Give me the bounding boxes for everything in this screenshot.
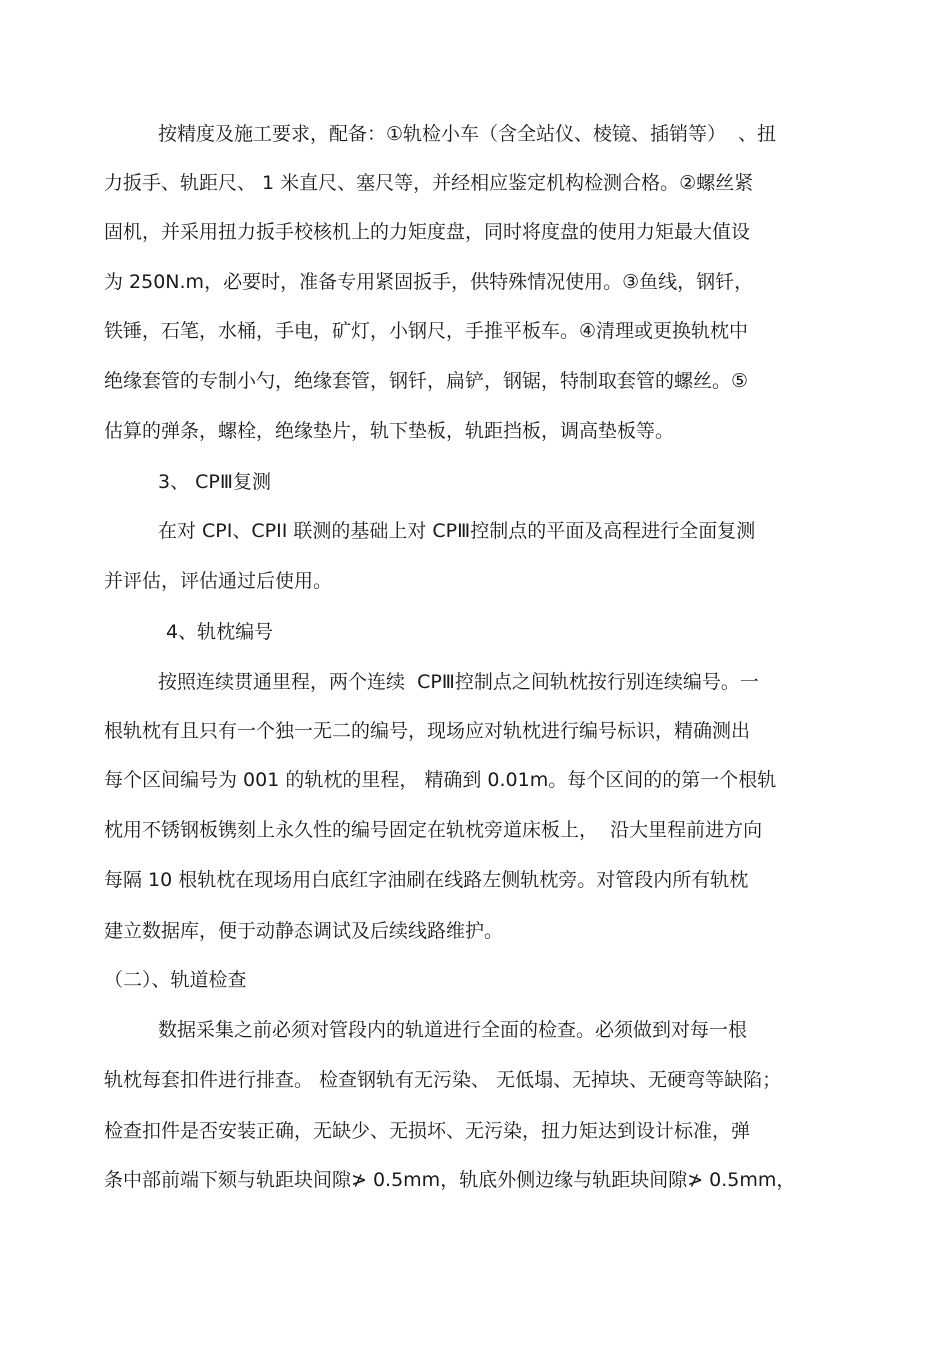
paragraph-line: 为 250N.m，必要时，准备专用紧固扳手，供特殊情况使用。③鱼线，钢钎，	[104, 271, 754, 293]
paragraph-line: 绝缘套管的专制小勺，绝缘套管，钢钎，扁铲，钢锯，特制取套管的螺丝。⑤	[104, 370, 749, 392]
section-heading: （二）、轨道检查	[104, 969, 247, 991]
paragraph-line: 铁锤，石笔，水桶，手电，矿灯，小钢尺，手推平板车。④清理或更换轨枕中	[104, 320, 749, 342]
section-heading: 3、 CPⅢ复测	[158, 471, 271, 493]
paragraph-line: 在对 CPI、CPII 联测的基础上对 CPⅢ控制点的平面及高程进行全面复测	[158, 520, 756, 542]
paragraph-line: 数据采集之前必须对管段内的轨道进行全面的检查。必须做到对每一根	[158, 1019, 748, 1041]
paragraph-line: 条中部前端下颏与轨距块间隙≯ 0.5mm，轨底外侧边缘与轨距块间隙≯ 0.5mm，	[104, 1169, 796, 1191]
paragraph-line: 建立数据库，便于动静态调试及后续线路维护。	[104, 920, 504, 942]
paragraph-line: 枕用不锈钢板镌刻上永久性的编号固定在轨枕旁道床板上， 沿大里程前进方向	[104, 819, 763, 841]
section-heading: 4、轨枕编号	[166, 621, 274, 643]
paragraph-line: 根轨枕有且只有一个独一无二的编号，现场应对轨枕进行编号标识，精确测出	[104, 720, 751, 742]
paragraph-line: 按照连续贯通里程，两个连续 CPⅢ控制点之间轨枕按行别连续编号。一	[158, 671, 759, 693]
paragraph-line: 固机，并采用扭力扳手校核机上的力矩度盘，同时将度盘的使用力矩最大值设	[104, 221, 751, 243]
paragraph-line: 轨枕每套扣件进行排查。 检查钢轨有无污染、 无低塌、无掉块、无硬弯等缺陷；	[104, 1069, 782, 1091]
paragraph-line: 检查扣件是否安装正确，无缺少、无损坏、无污染，扭力矩达到设计标准，弹	[104, 1120, 751, 1142]
paragraph-line: 按精度及施工要求，配备：①轨检小车（含全站仪、棱镜、插销等） 、扭	[158, 123, 777, 145]
paragraph-line: 每隔 10 根轨枕在现场用白底红字油刷在线路左侧轨枕旁。对管段内所有轨枕	[104, 869, 749, 891]
paragraph-line: 力扳手、轨距尺、 1 米直尺、塞尺等，并经相应鉴定机构检测合格。②螺丝紧	[104, 172, 754, 194]
paragraph-line: 估算的弹条，螺栓，绝缘垫片，轨下垫板，轨距挡板，调高垫板等。	[104, 420, 675, 442]
paragraph-line: 每个区间编号为 001 的轨枕的里程， 精确到 0.01m。每个区间的的第一个根轨	[104, 769, 777, 791]
paragraph-line: 并评估，评估通过后使用。	[104, 570, 333, 592]
